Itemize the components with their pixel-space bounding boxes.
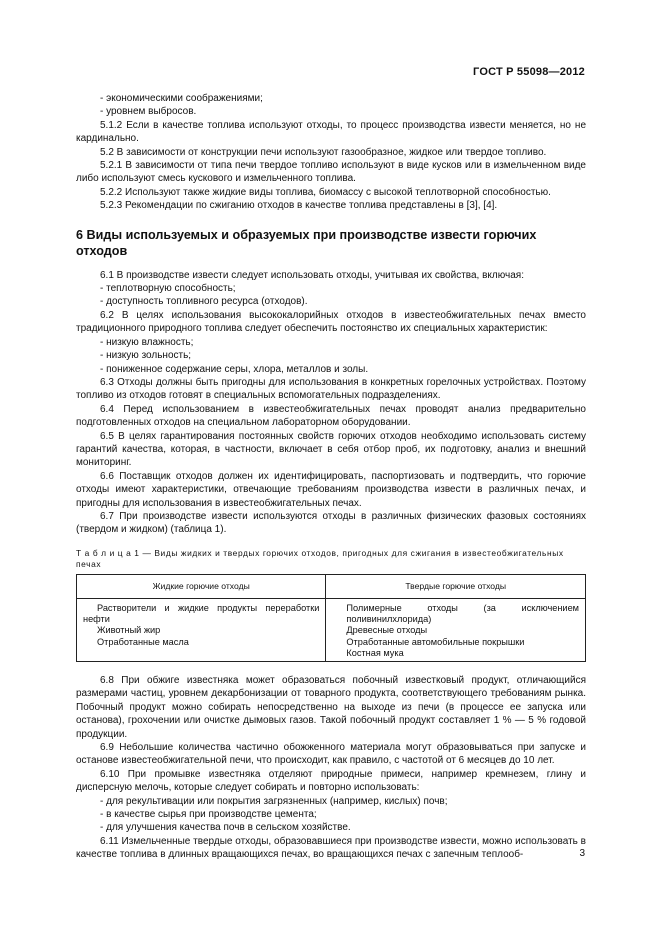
bullet-item: - доступность топливного ресурса (отходов). <box>100 296 308 308</box>
paragraph-6-5: 6.5 В целях гарантирования постоянных свойств горючих отходов необходимо использовать систему гарантий качества, которая, в частности, включает в себя отбор проб, их подготовку, анализ и внешний мониторинг. <box>76 430 586 469</box>
page-number: 3 <box>579 848 585 859</box>
list-item: Костная мука <box>346 647 404 658</box>
paragraph-5-2-2: 5.2.2 Используют также жидкие виды топлива, биомассу с высокой теплотворной способностью. <box>100 186 551 198</box>
table-1 <box>76 574 586 662</box>
list-item: Полимерные отходы (за исключением поливинилхлорида) <box>346 602 579 625</box>
paragraph-6-1: 6.1 В производстве извести следует использовать отходы, учитывая их свойства, включая: <box>100 269 524 281</box>
bullet-item: - для улучшения качества почв в сельском хозяйстве. <box>100 822 351 834</box>
paragraph-5-2: 5.2 В зависимости от конструкции печи используют газообразное, жидкое или твердое топливо. <box>100 146 547 158</box>
paragraph-6-9: 6.9 Небольшие количества частично обожженного материала могут образовываться при запуске и останове известеобжигательной печи, что происходит, как правило, с частотой от 6 месяцев до 10 лет. <box>76 742 586 767</box>
paragraph-5-1-2: 5.1.2 Если в качестве топлива используют отходы, то процесс производства извести меняется, но не кардинально. <box>76 119 586 145</box>
page-content <box>76 92 586 862</box>
bullet-item: - низкую зольность; <box>100 350 192 362</box>
table-1-caption: Т а б л и ц а 1 — Виды жидких и твердых горючих отходов, пригодных для сжигания в известеобжигательных печах <box>76 547 564 569</box>
solid-waste-cell <box>326 598 586 661</box>
list-item: Отработанные масла <box>97 636 189 647</box>
paragraph-6-10: 6.10 При промывке известняка отделяют природные примеси, например кремнезем, глину и дисперсную мелочь, которые следует собирать и повторно использовать: <box>76 768 586 794</box>
bullet-item: - в качестве сырья при производстве цемента; <box>100 809 317 821</box>
list-item: Древесные отходы <box>346 625 428 636</box>
bullet-item: - экономическими соображениями; <box>100 93 263 104</box>
section-6-heading: 6 Виды используемых и образуемых при производстве извести горючих отходов <box>76 227 537 258</box>
column-header-solid: Твердые горючие отходы <box>326 574 586 598</box>
list-item: Растворители и жидкие продукты переработки нефти <box>83 602 320 625</box>
paragraph-6-2: 6.2 В целях использования высококалорийных отходов в известеобжигательных печах вместо традиционного природного топлива следует обеспечить постоянство их специальных характеристик: <box>76 309 586 335</box>
column-header-liquid: Жидкие горючие отходы <box>77 574 326 598</box>
paragraph-5-2-1: 5.2.1 В зависимости от типа печи твердое топливо используют в виде кусков или в измельченном виде либо используют смесь кускового и измельченного топлива. <box>76 160 586 185</box>
paragraph-6-8: 6.8 При обжиге известняка может образоваться побочный известковый продукт, отличающийся размерами частиц, уровнем декарбонизации от товарного продукта, соответствующего требованиям рынка. Побочный продукт можно собирать непосредственно на выходе из печи (в процессе ее запуска или останова), грохочении или очистке дымовых газов. Такой побочный продукт составляет 1 % — 5 % годовой продукции. <box>76 675 586 740</box>
doc-header: ГОСТ Р 55098—2012 <box>473 66 585 78</box>
paragraph-5-2-3: 5.2.3 Рекомендации по сжиганию отходов в качестве топлива представлены в [3], [4]. <box>100 200 498 212</box>
bullet-item: - пониженное содержание серы, хлора, металлов и золы. <box>100 363 369 375</box>
paragraph-6-7: 6.7 При производстве извести используются отходы в различных физических фазовых состояниях (твердом и жидком) (таблица 1). <box>76 510 586 536</box>
paragraph-6-6: 6.6 Поставщик отходов должен их идентифицировать, паспортизовать и подтвердить, что горючие отходы имеют характеристики, отвечающие требованиям производства извести в различных печах, и пригодны для использования в известеобжигательных печах. <box>76 470 586 509</box>
paragraph-6-3: 6.3 Отходы должны быть пригодны для использования в конкретных горелочных устройствах. Поэтому топливо из отходов готовят в специальных вспомогательных подразделениях. <box>76 376 586 402</box>
bullet-item: - теплотворную способность; <box>100 283 236 295</box>
table-row <box>77 598 586 661</box>
paragraph-6-4: 6.4 Перед использованием в известеобжигательных печах проводят анализ предварительно подготовленных отходов на специальном лабораторном оборудовании. <box>76 403 586 429</box>
bullet-item: - низкую влажность; <box>100 336 194 348</box>
list-item: Животный жир <box>97 625 161 636</box>
list-item: Отработанные автомобильные покрышки <box>346 636 525 647</box>
liquid-waste-cell <box>77 598 326 661</box>
bullet-item: - уровнем выбросов. <box>100 106 197 118</box>
paragraph-6-11: 6.11 Измельченные твердые отходы, образовавшиеся при производстве извести, можно использовать в качестве топлива в длинных вращающихся печах, во вращающихся печах с запечным теплооб- <box>76 835 586 861</box>
bullet-item: - для рекультивации или покрытия загрязненных (например, кислых) почв; <box>100 795 448 807</box>
table-header-row <box>77 574 586 598</box>
